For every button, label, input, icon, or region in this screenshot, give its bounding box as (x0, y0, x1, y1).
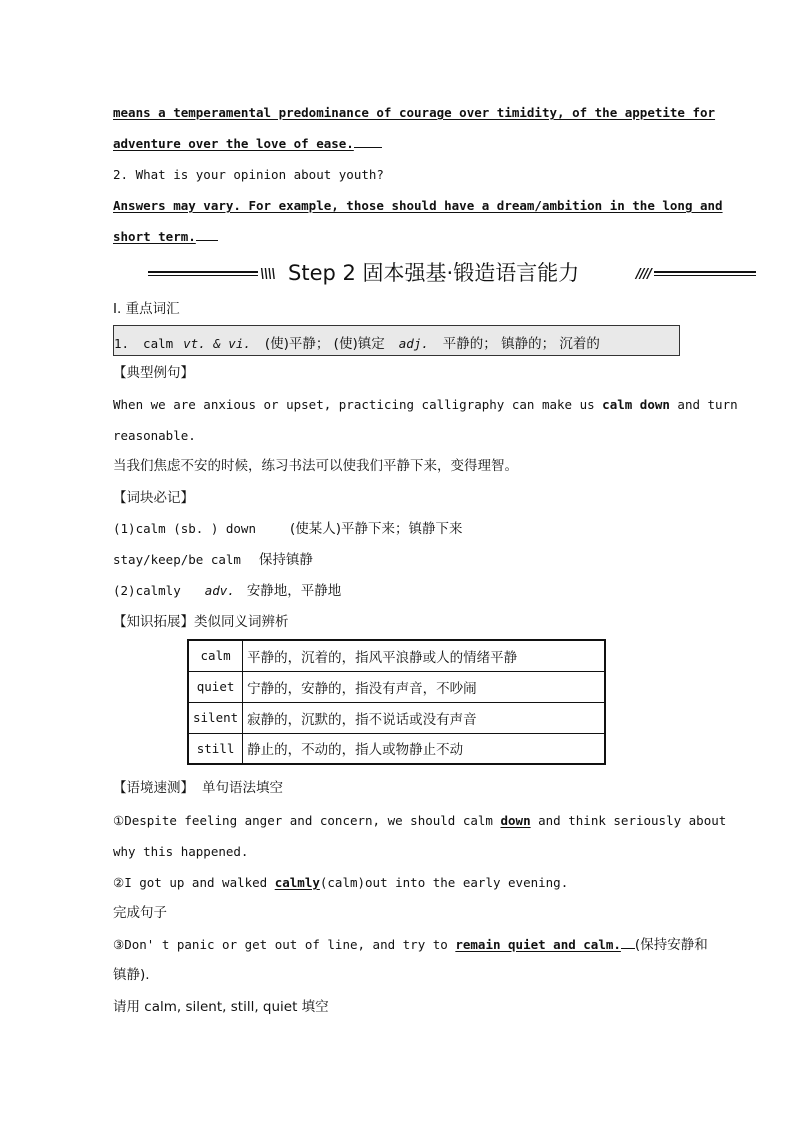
answer1-line2: adventure over the love of ease. (113, 135, 683, 153)
synonym-description: 平静的，沉着的，指风平浪静或人的情绪平静 (243, 640, 605, 671)
banner-slashes-left: \\\\ (260, 267, 275, 282)
fill-heading: 请用 calm, silent, still, quiet 填空 (113, 999, 329, 1015)
example-en-line2: reasonable. (113, 428, 196, 443)
synonym-description: 静止的，不动的，指人或物静止不动 (243, 733, 605, 764)
practice-q3-line2: 镇静). (113, 967, 150, 983)
practice-q1-line1: ①Despite feeling anger and concern, we should calm down and think seriously about (113, 813, 727, 828)
vocab-entry-box (113, 325, 680, 356)
synonym-word: silent (188, 702, 243, 733)
synonym-row (188, 671, 605, 702)
example-zh: 当我们焦虑不安的时候，练习书法可以使我们平静下来，变得理智。 (113, 458, 518, 474)
example-heading: 【典型例句】 (113, 365, 194, 381)
practice-q2: ②I got up and walked calmly(calm)out into the early evening. (113, 875, 569, 890)
extension-heading: 【知识拓展】类似同义词辨析 (113, 614, 289, 630)
banner-rule-left (148, 271, 258, 276)
synonym-row (188, 640, 605, 671)
chunk-item-3: (2)calmly adv. 安静地，平静地 (113, 583, 342, 599)
practice-q3-line1: ③Don' t panic or get out of line, and try to remain quiet and calm. (保持安静和 (113, 937, 708, 953)
banner-title: Step 2 固本强基·锻造语言能力 (288, 261, 580, 285)
answer2-line2: short term. (113, 228, 683, 246)
answer2-line1: Answers may vary. For example, those should have a dream/ambition in the long and (113, 198, 723, 213)
synonym-word: quiet (188, 671, 243, 702)
vocab-entry: 1. calm vt. & vi. (使)平静； (使)镇定 adj. 平静的； 镇静的； 沉着的 (114, 336, 600, 352)
synonym-row (188, 702, 605, 733)
synonym-table (187, 639, 606, 765)
chunks-heading: 【词块必记】 (113, 490, 194, 506)
step-banner (148, 257, 756, 291)
synonym-description: 宁静的，安静的，指没有声音，不吵闹 (243, 671, 605, 702)
complete-heading: 完成句子 (113, 905, 167, 921)
practice-heading: 【语境速测】 单句语法填空 (113, 780, 283, 796)
synonym-row (188, 733, 605, 764)
chunk-item-2: stay/keep/be calm 保持镇静 (113, 552, 313, 568)
question-2: 2. What is your opinion about youth? (113, 167, 384, 182)
banner-rule-right (654, 271, 756, 276)
practice-q1-line2: why this happened. (113, 844, 249, 859)
section-heading: Ⅰ. 重点词汇 (113, 301, 180, 317)
banner-slashes-right: //// (636, 267, 651, 282)
answer1-line1: means a temperamental predominance of courage over timidity, of the appetite for (113, 105, 716, 120)
example-en-line1: When we are anxious or upset, practicing calligraphy can make us calm down and turn (113, 397, 738, 412)
synonym-word: still (188, 733, 243, 764)
synonym-description: 寂静的，沉默的，指不说话或没有声音 (243, 702, 605, 733)
chunk-item-1: (1)calm (sb. ) down (使某人)平静下来；镇静下来 (113, 521, 463, 537)
synonym-word: calm (188, 640, 243, 671)
